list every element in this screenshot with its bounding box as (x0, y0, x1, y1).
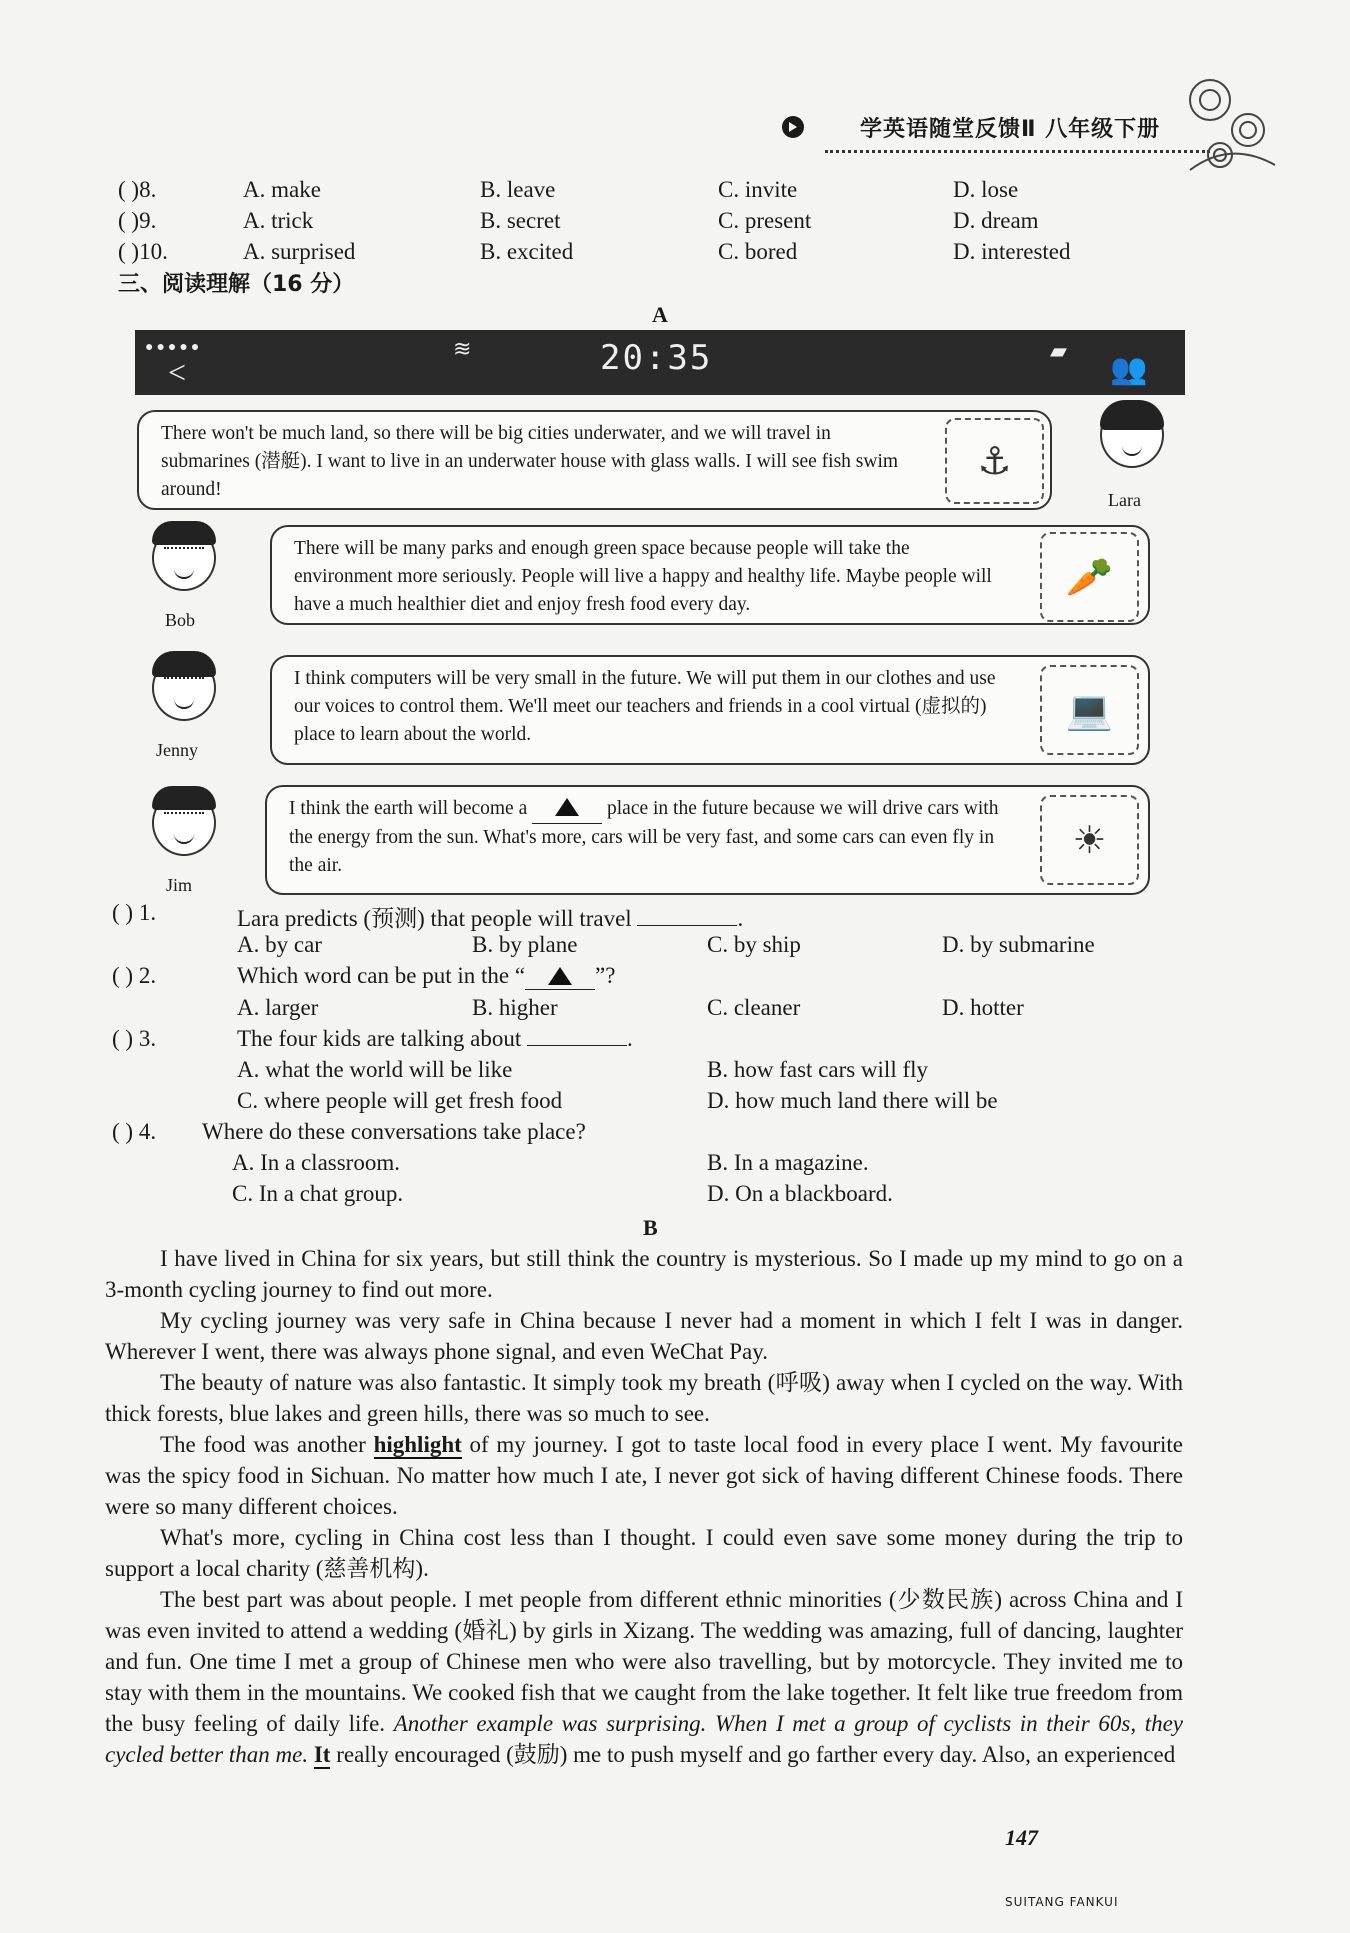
vegetables-icon: 🥕 (1040, 532, 1139, 622)
paragraph: The best part was about people. I met people from different ethnic minorities (少数民族) across China and I was even invited to attend a wedding (婚礼) by girls in Xizang. The wedding was amazing, full of dancing, laughter and fun. One time I met a group of Chinese men who were also travelling, but by motorcycle. They invited me to stay with them in the mountains. We cooked fish that we caught from the lake together. It felt like true freedom from the busy feeling of daily life. Another example was surprising. When I met a group of cyclists in their 60s, they cycled better than me. It really encouraged (鼓励) me to push myself and go farther every day. Also, an experienced (105, 1587, 1183, 1767)
jim-name: Jim (166, 875, 193, 895)
wifi-icon: ≋ (453, 336, 472, 361)
lara-message-bubble: There won't be much land, so there will be big cities underwater, and we will travel in submarines (潜艇). I want to live in an underwater house with glass walls. I will see fish swim around! (137, 410, 1052, 510)
paragraph: What's more, cycling in China cost less than I thought. I could even save some money during the trip to support a local charity (慈善机构). (105, 1525, 1183, 1581)
jenny-name: Jenny (156, 740, 198, 760)
triangle-icon (555, 798, 579, 816)
laptop-icon: 💻 (1040, 665, 1139, 755)
jim-avatar (152, 790, 216, 856)
footer-brand: SUITANG FANKUI (1005, 1895, 1119, 1909)
passage-b-text (105, 1243, 1183, 1770)
jim-message-bubble: I think the earth will become a place in the future because we will drive cars with the energy from the sun. What's more, cars will be very fast, and some cars can even fly in the air. (265, 785, 1150, 895)
passage-b-label: B (643, 1215, 658, 1240)
question-2: ( ) 2. Which word can be put in the “ ”? (112, 963, 616, 988)
header-divider (825, 150, 1210, 153)
submarine-icon: ⚓ (945, 418, 1044, 504)
bob-name: Bob (165, 610, 196, 630)
battery-icon: ▰ (1050, 338, 1067, 363)
section-title: 三、阅读理解（16 分） (118, 272, 355, 297)
highlight-word: highlight (373, 1432, 462, 1457)
bob-message-bubble: There will be many parks and enough green space because people will take the environment more seriously. People will live a happy and healthy life. Maybe people will have a much healthier diet and enjoy fresh food every day. (270, 525, 1150, 625)
contacts-icon: 👥 (1110, 353, 1148, 386)
paragraph: The food was another highlight of my journey. I got to taste local food in every place I went. My favourite was the spicy food in Sichuan. No matter how much I ate, I never got sick of having different Chinese foods. There were so many different choices. (105, 1432, 1184, 1519)
underlined-it: It (313, 1742, 331, 1767)
question-4: ( ) 4. Where do these conversations take place? (112, 1119, 586, 1144)
passage-a-label: A (652, 302, 668, 327)
flower-decoration-icon (1180, 70, 1280, 180)
lara-name: Lara (1108, 490, 1141, 510)
lara-avatar (1100, 402, 1164, 468)
jenny-avatar (152, 655, 216, 721)
jenny-message-bubble: I think computers will be very small in the future. We will put them in our clothes and use our voices to control them. We'll meet our teachers and friends in a cool virtual (虚拟的) place to learn about the world. (270, 655, 1150, 765)
play-circle-icon (782, 116, 804, 138)
paragraph: The beauty of nature was also fantastic. It simply took my breath (呼吸) away when I cycled on the way. With thick forests, blue lakes and green hills, there was so much to see. (105, 1370, 1183, 1426)
bob-avatar (152, 525, 216, 591)
phone-status-bar (135, 330, 1185, 395)
clock-time: 20:35 (600, 338, 713, 378)
back-arrow-icon: < (168, 354, 187, 390)
question-1: ( ) 1. Lara predicts (预测) that people will travel . (112, 900, 744, 931)
paragraph: My cycling journey was very safe in China because I never had a moment in which I felt I was in danger. Wherever I went, there was always phone signal, and even WeChat Pay. (105, 1308, 1183, 1364)
signal-dots-icon: ●●●●● (145, 340, 203, 355)
triangle-icon (548, 967, 572, 985)
question-3: ( ) 3. The four kids are talking about . (112, 1026, 633, 1051)
paragraph: I have lived in China for six years, but still think the country is mysterious. So I made up my mind to go on a 3-month cycling journey to find out more. (105, 1246, 1183, 1302)
book-title: 学英语随堂反馈Ⅱ 八年级下册 (860, 117, 1161, 142)
sun-icon: ☀ (1040, 795, 1139, 885)
blank-with-triangle (525, 963, 595, 990)
page-number: 147 (1005, 1825, 1038, 1850)
blank-with-triangle (532, 795, 602, 824)
